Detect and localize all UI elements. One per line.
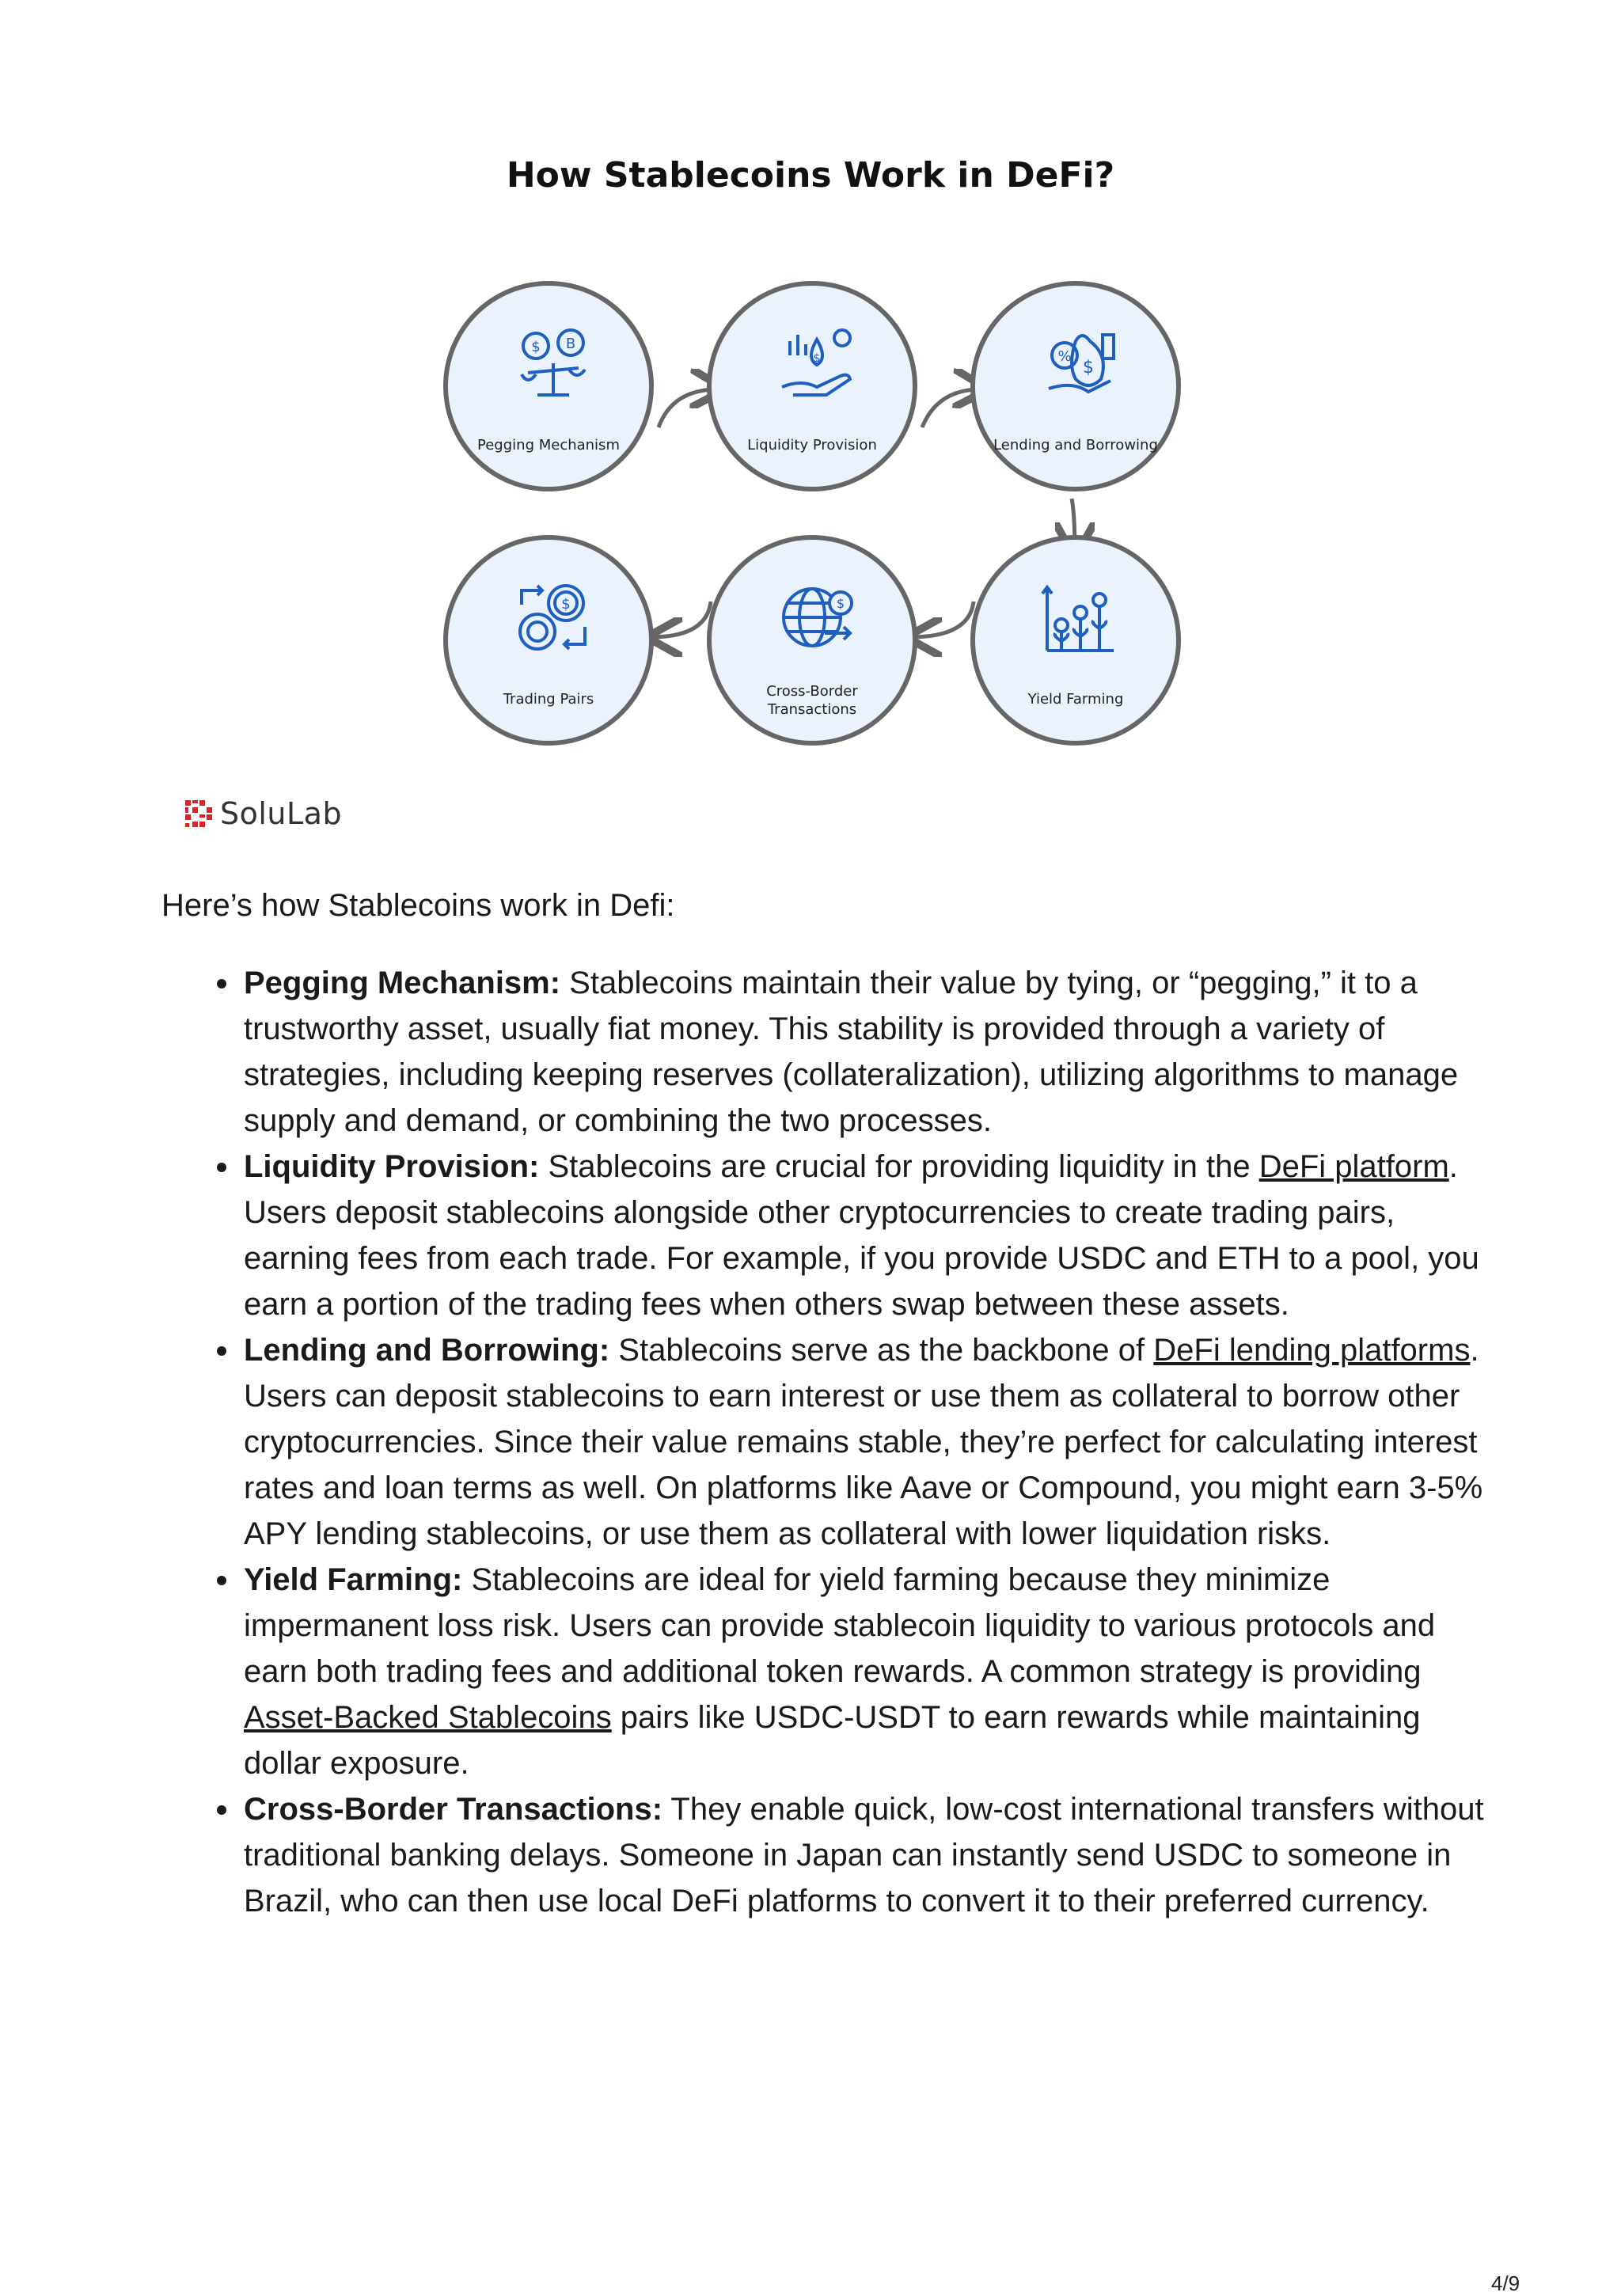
node-yield-farming <box>970 535 1181 746</box>
svg-text:$: $ <box>531 339 541 355</box>
stablecoin-figure <box>0 0 1621 871</box>
node-liquidity-provision <box>707 281 917 491</box>
solulab-brand <box>185 795 342 833</box>
page-number: 4/9 <box>1491 2271 1520 2295</box>
node-trading-pairs <box>443 535 654 746</box>
money-bag-icon <box>1041 324 1120 403</box>
arrow-yield-to-crossborder <box>910 602 974 637</box>
svg-text:$: $ <box>1083 358 1094 378</box>
globe-dollar-icon <box>777 578 856 657</box>
node-label: Liquidity Provision <box>747 437 877 454</box>
solulab-logo-icon <box>185 800 212 827</box>
list-item-pegging <box>244 960 1494 1144</box>
exchange-coins-icon <box>514 578 593 657</box>
node-lending-borrowing <box>970 281 1181 491</box>
node-pegging-mechanism <box>443 281 654 491</box>
item-text: Stablecoins maintain their value by tying, or “pegging,” it to a trustworthy asset, usually fiat money. This stability is provided through a variety of strategies, including keeping reserves (collateralization), utilizing algorithms to manage supply and demand, or combining the two processes. <box>244 966 1459 1138</box>
item-text: Stablecoins are crucial for providing liquidity in the <box>539 1149 1259 1184</box>
defi-lending-link[interactable]: DeFi lending platforms <box>1153 1333 1471 1368</box>
svg-text:B: B <box>565 336 576 352</box>
item-text: pairs like USDC-USDT to earn rewards while maintaining dollar exposure. <box>244 1700 1421 1781</box>
hand-coin-icon <box>777 324 856 403</box>
growth-plants-icon <box>1041 578 1120 657</box>
item-term: Lending and Borrowing: <box>244 1333 610 1368</box>
figure-title: How Stablecoins Work in DeFi? <box>506 155 1115 195</box>
arrow-crossborder-to-trading <box>651 602 711 637</box>
list-item-yield <box>244 1557 1494 1786</box>
defi-platform-link[interactable]: DeFi platform <box>1258 1149 1449 1184</box>
node-label: Pegging Mechanism <box>477 437 620 454</box>
brand-name: SoluLab <box>220 796 343 831</box>
item-text: Stablecoins are ideal for yield farming because they minimize impermanent loss risk. Users can provide stablecoin liquidity to various protocols and earn both trading fees and additional token rewards. A common strategy is providing <box>244 1562 1436 1689</box>
svg-text:$: $ <box>813 352 821 365</box>
item-term: Yield Farming: <box>244 1562 463 1597</box>
list-item-cross-border <box>244 1786 1494 1924</box>
svg-text:$: $ <box>561 596 571 613</box>
node-label: Lending and Borrowing <box>993 437 1158 454</box>
svg-text:$: $ <box>836 596 845 611</box>
item-text: They enable quick, low-cost international transfers without traditional banking delays. Someone in Japan can instantly send USDC to someone in Brazil, who can then use local DeFi platforms to convert it to their preferred currency. <box>244 1792 1484 1918</box>
stablecoin-list <box>244 960 1494 1924</box>
node-cross-border <box>707 535 917 746</box>
item-term: Liquidity Provision: <box>244 1149 540 1184</box>
list-item-liquidity <box>244 1144 1494 1327</box>
item-text: . Users deposit stablecoins alongside other cryptocurrencies to create trading pairs, earning fees from each trade. For example, if you provide USDC and ETH to a pool, you earn a portion of the trading fees when others swap between these assets. <box>244 1149 1479 1322</box>
svg-text:%: % <box>1057 348 1072 365</box>
list-item-lending <box>244 1327 1494 1557</box>
node-label: Trading Pairs <box>503 691 594 708</box>
node-label: Yield Farming <box>1027 691 1124 708</box>
intro-text: Here’s how Stablecoins work in Defi: <box>161 888 675 923</box>
asset-backed-link[interactable]: Asset-Backed Stablecoins <box>244 1700 612 1735</box>
item-text: Stablecoins serve as the backbone of <box>609 1333 1154 1368</box>
item-text: . Users can deposit stablecoins to earn interest or use them as collateral to borrow other cryptocurrencies. Since their value remains stable, they’re perfect for calculating interest rates and loan terms as well. On platforms like Aave or Compound, you might earn 3-5% APY lending stablecoins, or use them as collateral with lower liquidation risks. <box>244 1333 1483 1551</box>
scale-coins-icon <box>514 324 593 403</box>
item-term: Pegging Mechanism: <box>244 966 561 1000</box>
item-term: Cross-Border Transactions: <box>244 1792 663 1827</box>
node-label: Cross-Border Transactions <box>766 683 858 718</box>
